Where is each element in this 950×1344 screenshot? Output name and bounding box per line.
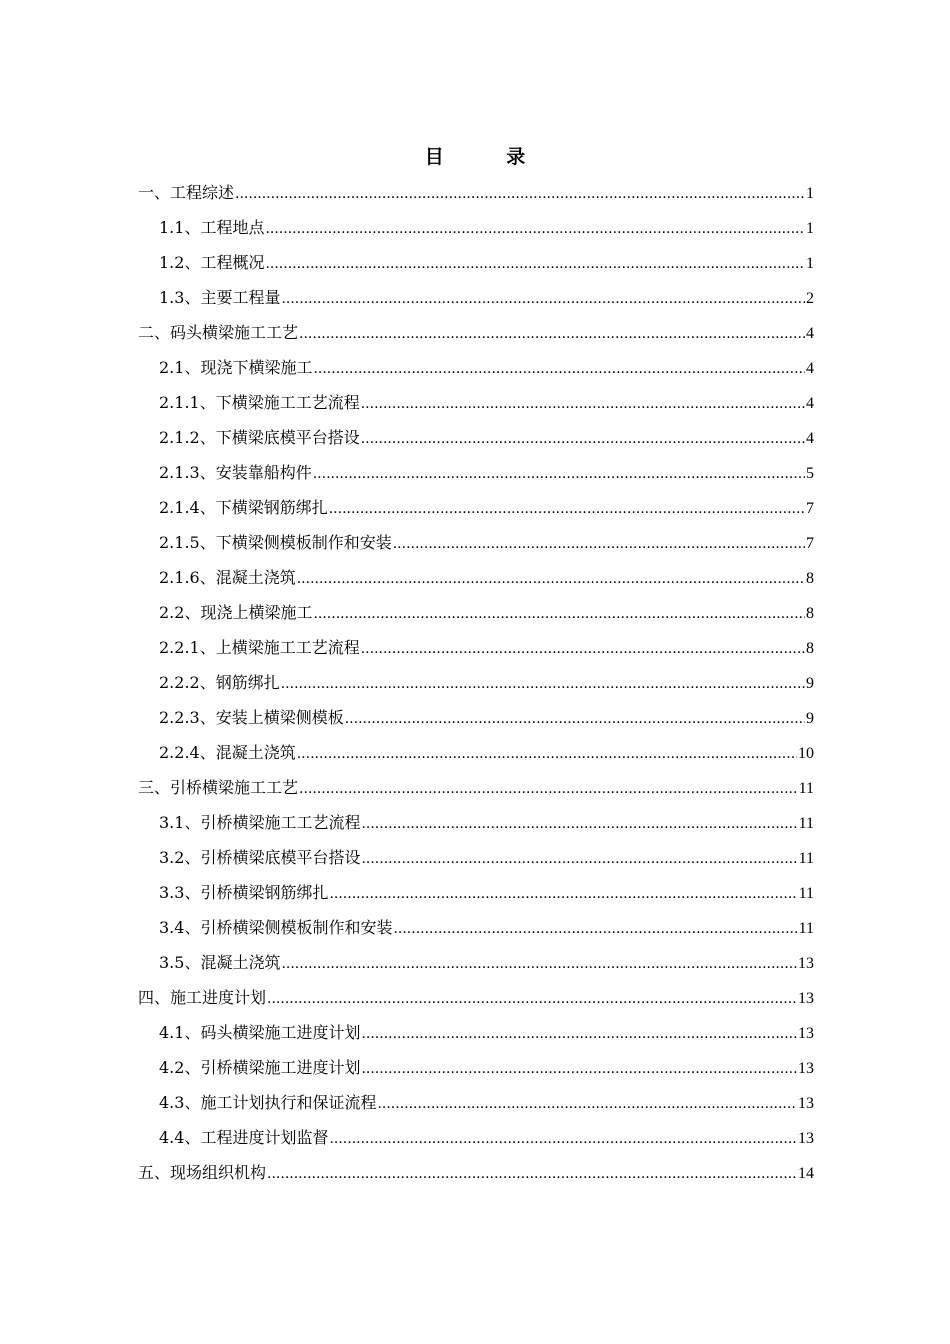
- toc-entry-page-number: 13: [798, 1025, 814, 1042]
- toc-entry[interactable]: [138, 423, 814, 458]
- toc-entry[interactable]: [138, 948, 814, 983]
- toc-entry-page-number: 10: [798, 745, 814, 762]
- toc-entry-page-number: 1: [806, 185, 814, 202]
- toc-dot-leader: [265, 249, 805, 279]
- toc-entry-page-number: 8: [806, 570, 814, 587]
- toc-entry-label: 三、引桥横梁施工工艺: [138, 778, 299, 797]
- toc-entry-page-number: 13: [798, 1130, 814, 1147]
- toc-entry-page-number: 9: [806, 710, 814, 727]
- toc-entry[interactable]: [138, 668, 814, 703]
- toc-dot-leader: [267, 984, 797, 1014]
- toc-entry[interactable]: [138, 528, 814, 563]
- toc-dot-leader: [235, 179, 805, 209]
- toc-entry-page-number: 13: [798, 955, 814, 972]
- toc-entry[interactable]: [138, 283, 814, 318]
- toc-entry-label: 2.2、现浇上横梁施工: [159, 603, 313, 622]
- toc-entry[interactable]: [138, 633, 814, 668]
- toc-entry-page-number: 4: [806, 430, 814, 447]
- toc-dot-leader: [281, 949, 797, 979]
- toc-entry-page-number: 11: [798, 885, 814, 902]
- toc-entry-page-number: 9: [806, 675, 814, 692]
- toc-entry-page-number: 4: [806, 325, 814, 342]
- toc-entry-page-number: 7: [806, 500, 814, 517]
- toc-entry-label: 4.1、码头横梁施工进度计划: [159, 1023, 361, 1042]
- toc-entry-label: 3.4、引桥横梁侧模板制作和安装: [159, 918, 393, 937]
- toc-entry-label: 2.1.5、下横梁侧模板制作和安装: [159, 533, 392, 552]
- toc-entry[interactable]: [138, 213, 814, 248]
- toc-entry-label: 一、工程综述: [138, 183, 235, 202]
- toc-entry[interactable]: [138, 318, 814, 353]
- toc-entry-page-number: 14: [798, 1165, 814, 1182]
- toc-entry-label: 3.2、引桥横梁底模平台搭设: [159, 848, 361, 867]
- toc-entry[interactable]: [138, 913, 814, 948]
- toc-dot-leader: [313, 599, 805, 629]
- toc-entry[interactable]: [138, 178, 814, 213]
- toc-entry-page-number: 1: [806, 255, 814, 272]
- toc-dot-leader: [361, 809, 797, 839]
- toc-entry-page-number: 4: [806, 395, 814, 412]
- toc-entry[interactable]: [138, 878, 814, 913]
- toc-entry-label: 2.1.3、安装靠船构件: [159, 463, 312, 482]
- toc-entry-label: 1.2、工程概况: [159, 253, 265, 272]
- toc-entry-label: 2.1.4、下横梁钢筋绑扎: [159, 498, 328, 517]
- toc-dot-leader: [297, 564, 805, 594]
- toc-entry[interactable]: [138, 1053, 814, 1088]
- toc-entry-page-number: 8: [806, 640, 814, 657]
- toc-entry-label: 2.1.1、下横梁施工工艺流程: [159, 393, 360, 412]
- toc-entry-label: 2.2.2、钢筋绑扎: [159, 673, 280, 692]
- toc-entry-label: 2.1.2、下横梁底模平台搭设: [159, 428, 360, 447]
- toc-entry-label: 2.2.1、上横梁施工工艺流程: [159, 638, 360, 657]
- toc-entry-label: 四、施工进度计划: [138, 988, 267, 1007]
- toc-dot-leader: [297, 739, 797, 769]
- toc-entry[interactable]: [138, 248, 814, 283]
- toc-entry[interactable]: [138, 458, 814, 493]
- toc-dot-leader: [361, 1019, 797, 1049]
- toc-dot-leader: [393, 914, 797, 944]
- toc-entry[interactable]: [138, 773, 814, 808]
- toc-entry-label: 1.1、工程地点: [159, 218, 265, 237]
- toc-dot-leader: [361, 389, 805, 419]
- toc-entry[interactable]: [138, 983, 814, 1018]
- toc-list: [138, 178, 814, 1193]
- toc-entry-label: 二、码头横梁施工工艺: [138, 323, 299, 342]
- toc-entry-page-number: 1: [806, 220, 814, 237]
- toc-entry-page-number: 7: [806, 535, 814, 552]
- toc-dot-leader: [377, 1089, 797, 1119]
- toc-entry[interactable]: [138, 1158, 814, 1193]
- toc-entry-label: 2.2.4、混凝土浇筑: [159, 743, 296, 762]
- toc-entry[interactable]: [138, 563, 814, 598]
- toc-entry[interactable]: [138, 388, 814, 423]
- toc-dot-leader: [361, 844, 797, 874]
- toc-dot-leader: [299, 774, 798, 804]
- toc-entry-label: 2.1、现浇下横梁施工: [159, 358, 313, 377]
- toc-dot-leader: [313, 459, 805, 489]
- toc-entry-page-number: 11: [798, 850, 814, 867]
- toc-dot-leader: [345, 704, 805, 734]
- toc-entry[interactable]: [138, 808, 814, 843]
- toc-entry-label: 4.3、施工计划执行和保证流程: [159, 1093, 377, 1112]
- toc-entry[interactable]: [138, 598, 814, 633]
- toc-entry-page-number: 5: [806, 465, 814, 482]
- toc-dot-leader: [329, 1124, 797, 1154]
- toc-entry-label: 4.2、引桥横梁施工进度计划: [159, 1058, 361, 1077]
- toc-dot-leader: [361, 634, 805, 664]
- toc-entry-page-number: 13: [798, 990, 814, 1007]
- toc-dot-leader: [393, 529, 805, 559]
- toc-entry-page-number: 11: [798, 815, 814, 832]
- toc-dot-leader: [329, 879, 797, 909]
- toc-entry-label: 3.3、引桥横梁钢筋绑扎: [159, 883, 329, 902]
- toc-entry-label: 五、现场组织机构: [138, 1163, 267, 1182]
- toc-dot-leader: [329, 494, 805, 524]
- toc-entry-label: 2.1.6、混凝土浇筑: [159, 568, 296, 587]
- toc-entry-page-number: 13: [798, 1060, 814, 1077]
- toc-title: 目 录: [424, 146, 554, 168]
- toc-entry[interactable]: [138, 703, 814, 738]
- toc-dot-leader: [281, 669, 805, 699]
- toc-entry-page-number: 4: [806, 360, 814, 377]
- toc-dot-leader: [313, 354, 805, 384]
- toc-entry[interactable]: [138, 1018, 814, 1053]
- toc-entry-label: 1.3、主要工程量: [159, 288, 281, 307]
- toc-entry-label: 3.5、混凝土浇筑: [159, 953, 281, 972]
- toc-dot-leader: [267, 1159, 797, 1189]
- toc-entry-label: 2.2.3、安装上横梁侧模板: [159, 708, 344, 727]
- toc-entry[interactable]: [138, 1123, 814, 1158]
- toc-dot-leader: [361, 1054, 797, 1084]
- toc-entry-page-number: 8: [806, 605, 814, 622]
- toc-dot-leader: [265, 214, 805, 244]
- toc-entry[interactable]: [138, 493, 814, 528]
- toc-entry-page-number: 11: [798, 780, 814, 797]
- toc-entry-label: 4.4、工程进度计划监督: [159, 1128, 329, 1147]
- toc-dot-leader: [299, 319, 805, 349]
- toc-entry-page-number: 11: [798, 920, 814, 937]
- toc-entry-label: 3.1、引桥横梁施工工艺流程: [159, 813, 361, 832]
- toc-entry[interactable]: [138, 353, 814, 388]
- toc-entry[interactable]: [138, 738, 814, 773]
- toc-entry-page-number: 13: [798, 1095, 814, 1112]
- toc-entry[interactable]: [138, 843, 814, 878]
- toc-entry[interactable]: [138, 1088, 814, 1123]
- toc-dot-leader: [361, 424, 805, 454]
- toc-entry-page-number: 2: [806, 290, 814, 307]
- toc-dot-leader: [281, 284, 805, 314]
